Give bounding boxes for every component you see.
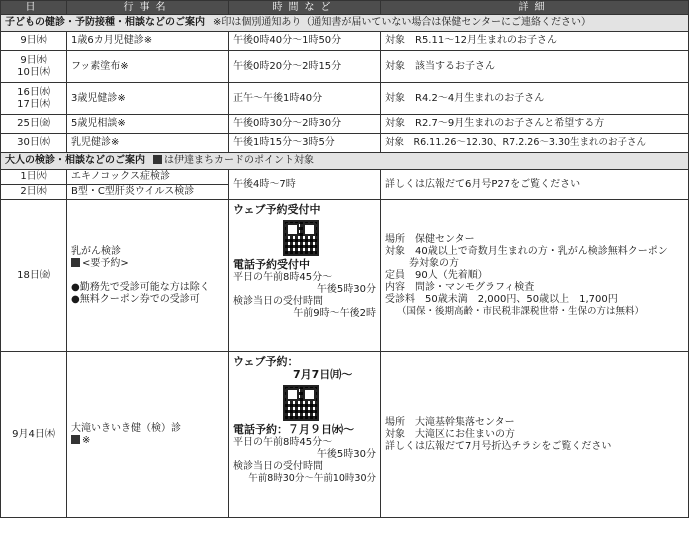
section-kids-note: ※印は個別通知あり（通知書が届いていない場合は保健センターにご連絡ください） bbox=[213, 17, 591, 28]
point-card-icon bbox=[71, 435, 80, 444]
row-date: 18日㈮ bbox=[1, 200, 67, 352]
row-detail: 対象 R5.11～12月生まれのお子さん bbox=[381, 32, 689, 51]
row-time: 午後0時40分～1時50分 bbox=[229, 32, 381, 51]
reservation-note: <要予約> bbox=[82, 257, 129, 269]
table-row: 9月4日㈭ 大滝いきいき健（検）診 ※ ウェブ予約： 7月7日㈪～ 電話予約：７月９日㈬～ 平日の午前8時45分～ 午後5時30分 検診当日の受付時間 午前8時30分～午前10時30分 場所 大滝基幹集落センター 対象 大滝区にお住まいの方 詳しくは広報だて7月号折込チラシをご覧ください bbox=[1, 352, 689, 518]
row-time: 午後0時30分～2時30分 bbox=[229, 115, 381, 134]
row-time: 午後1時15分～3時5分 bbox=[229, 134, 381, 153]
detail-content: 内容 問診・マンモグラフィ検査 bbox=[385, 281, 535, 293]
row-event: 3歳児健診※ bbox=[67, 83, 229, 115]
section-kids-title: 子どもの健診・予防接種・相談などのご案内 bbox=[5, 17, 205, 28]
table-header bbox=[1, 1, 689, 15]
header-time: 時間など bbox=[229, 1, 381, 15]
row-date: 9月4日㈭ bbox=[1, 352, 67, 518]
weekday-hours-end: 午後5時30分 bbox=[316, 449, 376, 460]
section-adults-title: 大人の検診・相談などのご案内 bbox=[5, 155, 145, 166]
row-date: 30日㈬ bbox=[1, 134, 67, 153]
sameday-label: 検診当日の受付時間 bbox=[233, 296, 323, 307]
web-reservation-heading: ウェブ予約： bbox=[233, 355, 299, 368]
sameday-hours: 午前8時30分～午前10時30分 bbox=[248, 473, 376, 484]
row-time: 午後0時20分～2時15分 bbox=[229, 51, 381, 83]
table-row bbox=[1, 115, 689, 134]
row-event: 乳児健診※ bbox=[67, 134, 229, 153]
table-row bbox=[1, 83, 689, 115]
row-event: 5歳児相談※ bbox=[67, 115, 229, 134]
phone-reservation-heading: 電話予約受付中 bbox=[233, 258, 310, 271]
bullet-note: ●勤務先で受診可能な方は除く bbox=[71, 281, 210, 293]
sameday-hours: 午前9時～午後2時 bbox=[293, 308, 376, 319]
row-detail: 対象 R2.7～9月生まれのお子さんと希望する方 bbox=[381, 115, 689, 134]
row-detail: 対象 R6.11.26～12.30、R7.2.26～3.30生まれのお子さん bbox=[381, 134, 689, 153]
row-detail: 対象 R4.2～4月生まれのお子さん bbox=[381, 83, 689, 115]
bullet-note: ●無料クーポン券での受診可 bbox=[71, 293, 200, 305]
row-event: フッ素塗布※ bbox=[67, 51, 229, 83]
table-row bbox=[1, 200, 689, 352]
table-row bbox=[1, 170, 689, 185]
sameday-label: 検診当日の受付時間 bbox=[233, 461, 323, 472]
detail-capacity: 定員 90人（先着順） bbox=[385, 269, 488, 281]
table-row bbox=[1, 51, 689, 83]
detail-more: 詳しくは広報だて7月号折込チラシをご覧ください bbox=[385, 440, 612, 452]
table-row bbox=[1, 32, 689, 51]
detail-target: 対象 大滝区にお住まいの方 bbox=[385, 428, 515, 440]
qr-code-icon[interactable] bbox=[283, 385, 319, 421]
detail-fee: 受診料 50歳未満 2,000円、50歳以上 1,700円 bbox=[385, 293, 618, 305]
phone-reservation-heading: 電話予約：７月９日㈬～ bbox=[233, 423, 354, 436]
header-detail: 詳細 bbox=[381, 1, 689, 15]
weekday-hours: 平日の午前8時45分～ bbox=[233, 437, 333, 448]
row-date: 9日㈬ 10日㈭ bbox=[1, 51, 67, 83]
section-kids bbox=[1, 15, 689, 32]
point-card-icon bbox=[71, 258, 80, 267]
weekday-hours: 平日の午前8時45分～ bbox=[233, 272, 333, 283]
weekday-hours-end: 午後5時30分 bbox=[316, 284, 376, 295]
section-adults bbox=[1, 153, 689, 170]
row-date: 25日㈮ bbox=[1, 115, 67, 134]
event-name: 乳がん検診 bbox=[71, 245, 121, 257]
qr-code-icon[interactable] bbox=[283, 220, 319, 256]
header-event: 行事名 bbox=[67, 1, 229, 15]
table-row bbox=[1, 134, 689, 153]
row-detail: 詳しくは広報だて6月号P27をご覧ください bbox=[381, 170, 689, 200]
detail-place: 場所 保健センター bbox=[385, 233, 475, 245]
row-event: B型・C型肝炎ウイルス検診 bbox=[67, 185, 229, 200]
event-name: 大滝いきいき健（検）診 bbox=[71, 422, 181, 434]
row-date: 1日㈫ bbox=[1, 170, 67, 185]
point-card-icon bbox=[153, 155, 162, 164]
row-date: 9日㈬ bbox=[1, 32, 67, 51]
detail-fee-note: （国保・後期高齢・市民税非課税世帯・生保の方は無料） bbox=[397, 305, 645, 317]
row-event: エキノコックス症検診 bbox=[67, 170, 229, 185]
row-detail: 対象 該当するお子さん bbox=[381, 51, 689, 83]
header-date: 日 bbox=[1, 1, 67, 15]
row-time: 午後4時～7時 bbox=[229, 170, 381, 200]
web-reservation-date: 7月7日㈪～ bbox=[293, 368, 353, 381]
web-reservation-heading: ウェブ予約受付中 bbox=[233, 203, 321, 216]
row-date: 2日㈬ bbox=[1, 185, 67, 200]
section-adults-note: は伊達まちカードのポイント対象 bbox=[164, 155, 314, 166]
detail-place: 場所 大滝基幹集落センター bbox=[385, 416, 515, 428]
row-event: 1歳6カ月児健診※ bbox=[67, 32, 229, 51]
row-date: 16日㈬ 17日㈭ bbox=[1, 83, 67, 115]
detail-target-cont: 券対象の方 bbox=[409, 257, 459, 269]
detail-target: 対象 40歳以上で奇数月生まれの方・乳がん検診無料クーポン bbox=[385, 245, 668, 257]
row-time: 正午～午後1時40分 bbox=[229, 83, 381, 115]
